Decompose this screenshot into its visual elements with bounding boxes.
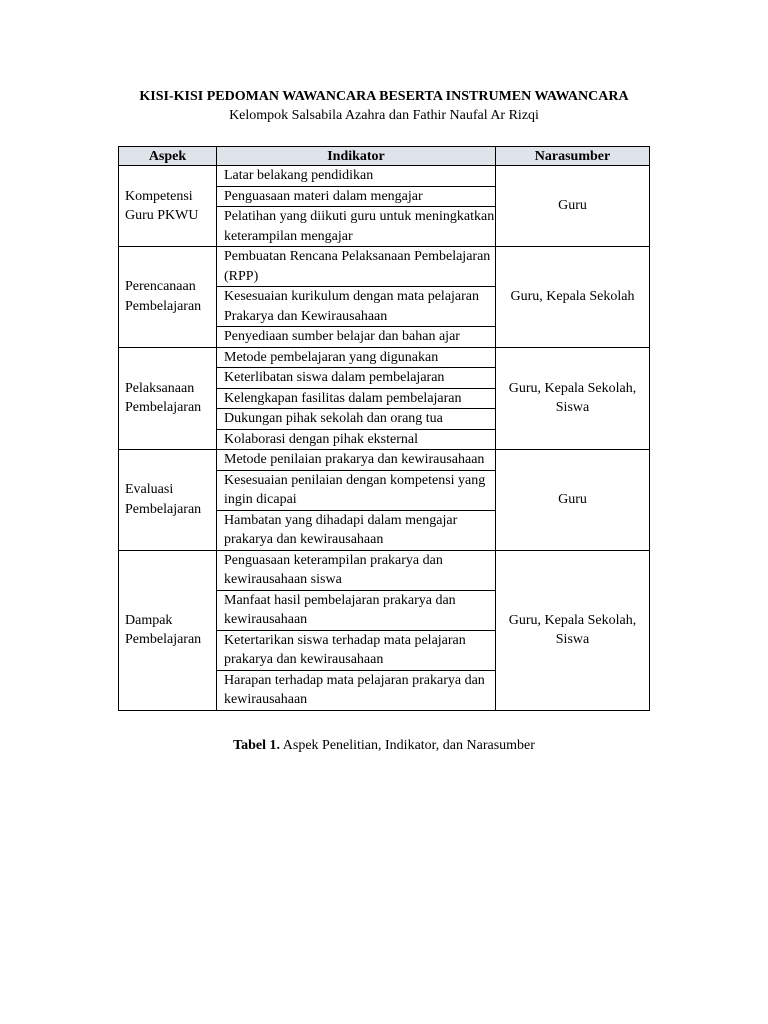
indikator-cell: Keterlibatan siswa dalam pembelajaran xyxy=(217,368,496,389)
narasumber-cell: Guru, Kepala Sekolah, Siswa xyxy=(496,347,650,450)
caption-label: Tabel 1. xyxy=(233,738,281,753)
aspek-cell: Evaluasi Pembelajaran xyxy=(119,450,217,551)
table-row xyxy=(119,347,650,368)
indikator-cell: Penguasaan keterampilan prakarya dan kewirausahaan siswa xyxy=(217,550,496,590)
header-narasumber: Narasumber xyxy=(496,147,650,166)
header-indikator: Indikator xyxy=(217,147,496,166)
narasumber-cell: Guru, Kepala Sekolah, Siswa xyxy=(496,550,650,710)
table-body xyxy=(119,166,650,711)
indikator-cell: Manfaat hasil pembelajaran prakarya dan kewirausahaan xyxy=(217,590,496,630)
indikator-cell: Harapan terhadap mata pelajaran prakarya dan kewirausahaan xyxy=(217,670,496,710)
document-title: KISI-KISI PEDOMAN WAWANCARA BESERTA INSTRUMEN WAWANCARA xyxy=(139,89,629,104)
indikator-cell: Metode penilaian prakarya dan kewirausahaan xyxy=(217,450,496,471)
aspek-cell: Dampak Pembelajaran xyxy=(119,550,217,710)
indikator-cell: Pembuatan Rencana Pelaksanaan Pembelajaran (RPP) xyxy=(217,247,496,287)
document-subtitle: Kelompok Salsabila Azahra dan Fathir Naufal Ar Rizqi xyxy=(229,108,539,123)
table-row xyxy=(119,247,650,287)
indikator-cell: Hambatan yang dihadapi dalam mengajar prakarya dan kewirausahaan xyxy=(217,510,496,550)
indikator-cell: Latar belakang pendidikan xyxy=(217,166,496,187)
indikator-cell: Kolaborasi dengan pihak eksternal xyxy=(217,429,496,450)
narasumber-cell: Guru, Kepala Sekolah xyxy=(496,247,650,348)
table-row xyxy=(119,166,650,187)
header-aspek: Aspek xyxy=(119,147,217,166)
caption-text: Aspek Penelitian, Indikator, dan Narasumber xyxy=(280,738,535,753)
table-row xyxy=(119,550,650,590)
indikator-cell: Dukungan pihak sekolah dan orang tua xyxy=(217,409,496,430)
indikator-cell: Ketertarikan siswa terhadap mata pelajaran prakarya dan kewirausahaan xyxy=(217,630,496,670)
table-header-row xyxy=(119,147,650,166)
aspek-cell: Perencanaan Pembelajaran xyxy=(119,247,217,348)
table-caption xyxy=(0,737,768,754)
narasumber-cell: Guru xyxy=(496,166,650,247)
indikator-cell: Metode pembelajaran yang digunakan xyxy=(217,347,496,368)
table-row xyxy=(119,450,650,471)
indikator-cell: Penyediaan sumber belajar dan bahan ajar xyxy=(217,327,496,348)
aspek-cell: Kompetensi Guru PKWU xyxy=(119,166,217,247)
indikator-cell: Kelengkapan fasilitas dalam pembelajaran xyxy=(217,388,496,409)
narasumber-cell: Guru xyxy=(496,450,650,551)
indikator-cell: Kesesuaian kurikulum dengan mata pelajaran Prakarya dan Kewirausahaan xyxy=(217,287,496,327)
indikator-cell: Penguasaan materi dalam mengajar xyxy=(217,186,496,207)
indikator-cell: Pelatihan yang diikuti guru untuk meningkatkan keterampilan mengajar xyxy=(217,207,496,247)
aspek-cell: Pelaksanaan Pembelajaran xyxy=(119,347,217,450)
indikator-cell: Kesesuaian penilaian dengan kompetensi yang ingin dicapai xyxy=(217,470,496,510)
kisi-kisi-table xyxy=(118,146,650,711)
